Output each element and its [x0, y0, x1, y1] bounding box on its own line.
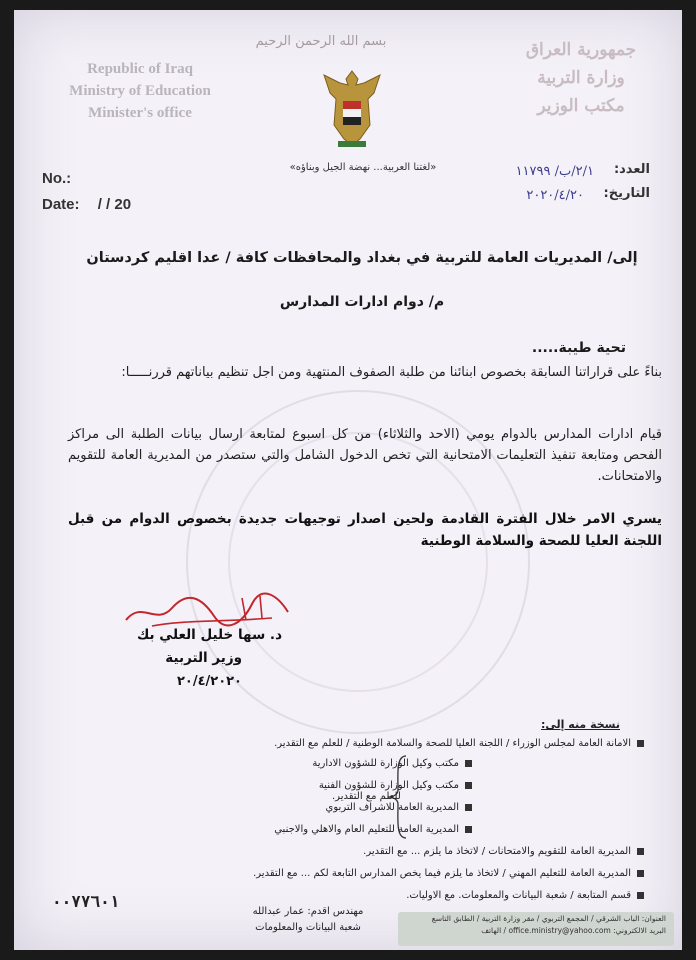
ar-date-label: التاريخ:: [603, 186, 650, 201]
letterhead-office: Minister's office: [88, 105, 192, 121]
copy-item: الامانة العامة لمجلس الوزراء / اللجنة العليا للصحة والسلامة الوطنية / للعلم مع التقدير.: [204, 738, 644, 749]
basmala: بسم الله الرحمن الرحيم: [255, 34, 387, 49]
copy-group-item: مكتب وكيل الوزارة للشؤون الادارية: [312, 758, 472, 769]
letterhead-ar-country: جمهورية العراق: [525, 40, 637, 60]
signatory-date: ٢٠/٤/٢٠٢٠: [176, 674, 242, 689]
ar-ref-number-value: ٢/١/ب/ ١١٧٩٩: [515, 164, 594, 179]
footer-contact-line: البريد الالكتروني: office.ministry@yahoo.com / الهاتف: [481, 926, 666, 935]
ref-number-label: No.:: [42, 170, 72, 187]
letterhead-country: Republic of Iraq: [87, 61, 193, 77]
ref-date-blank: / / 20: [97, 196, 132, 213]
serial-number: ٠٠٧٧٦٠١: [52, 892, 120, 911]
body-paragraph-3: يسري الامر خلال الفترة القادمة ولحين اصدار توجيهات جديدة بخصوص الدوام من قبل اللجنة العليا للصحة والسلامة الوطنية: [68, 511, 662, 549]
ar-ref-number-label: العدد:: [613, 162, 650, 177]
greeting: تحية طيبة.....: [531, 340, 626, 356]
copies-title: نسخة منه إلى:: [541, 718, 620, 731]
ref-number-en: [42, 170, 71, 187]
letterhead-ar-ministry: وزارة التربية: [537, 68, 625, 88]
letterhead-ar-office: مكتب الوزير: [537, 96, 625, 116]
engineer-name: مهندس اقدم: عمار عبدالله: [252, 906, 364, 917]
ar-date-value: ٢٠٢٠/٤/٢٠: [526, 188, 584, 203]
english-letterhead: [40, 58, 240, 124]
letterhead-ministry: Ministry of Education: [69, 83, 211, 99]
body-paragraph-1: بناءً على قراراتنا السابقة بخصوص ابنائنا من طلبة الصفوف المنتهية ومن اجل تنظيم بياناتهم قررنـــــا:: [121, 365, 662, 380]
signatory-title: وزير التربية: [165, 650, 242, 666]
ref-date-label: Date:: [42, 196, 80, 213]
subject-line: م/ دوام ادارات المدارس: [279, 294, 445, 310]
copy-item: قسم المتابعة / شعبة البيانات والمعلومات. مع الاوليات.: [204, 890, 644, 901]
body-paragraph-2: قيام ادارات المدارس بالدوام يومي (الاحد والثلاثاء) من كل اسبوع لمتابعة ارسال بيانات الطلبة الى مراكز الفحص ومتابعة تنفيذ التعليمات الامتحانية التي تخص الدخول الشامل والتي ستصدر من المديرية العامة للتقويم والامتحانات.: [68, 427, 662, 484]
footer-address: [398, 912, 674, 946]
copy-item: المديرية العامة للتقويم والامتحانات / لاتخاذ ما يلزم ... مع التقدير.: [204, 846, 644, 857]
arabic-letterhead: [506, 36, 656, 120]
engineer-unit: شعبة البيانات والمعلومات: [255, 922, 361, 933]
group-note: للعلم مع التقدير.: [332, 791, 401, 802]
engineer-block: [238, 904, 378, 936]
copy-group-item: المديرية العامة للاشراف التربوي: [326, 802, 472, 813]
motto: «لغتنا العربية... نهضة الجيل وبناؤه»: [289, 162, 437, 173]
copy-item: المديرية العامة للتعليم المهني / لاتخاذ ما يلزم فيما يخص المدارس التابعة لكم ... مع التقدير.: [204, 868, 644, 879]
document-page: [14, 10, 682, 950]
copy-group-item: المديرية العامة للتعليم العام والاهلي والاجنبي: [274, 824, 472, 835]
copy-group-item: مكتب وكيل الوزارة للشؤون الفنية: [319, 780, 472, 791]
eagle-emblem-icon: [320, 65, 384, 151]
signatory-name: د. سها خليل العلي بك: [136, 627, 282, 643]
ref-date-en: [42, 196, 131, 213]
recipient-line: إلى/ المديريات العامة للتربية في بغداد والمحافظات كافة / عدا اقليم كردستان: [86, 250, 638, 266]
footer-address-line: العنوان: الباب الشرقي / المجمع التربوي / مقر وزارة التربية / الطابق التاسع: [431, 914, 666, 923]
